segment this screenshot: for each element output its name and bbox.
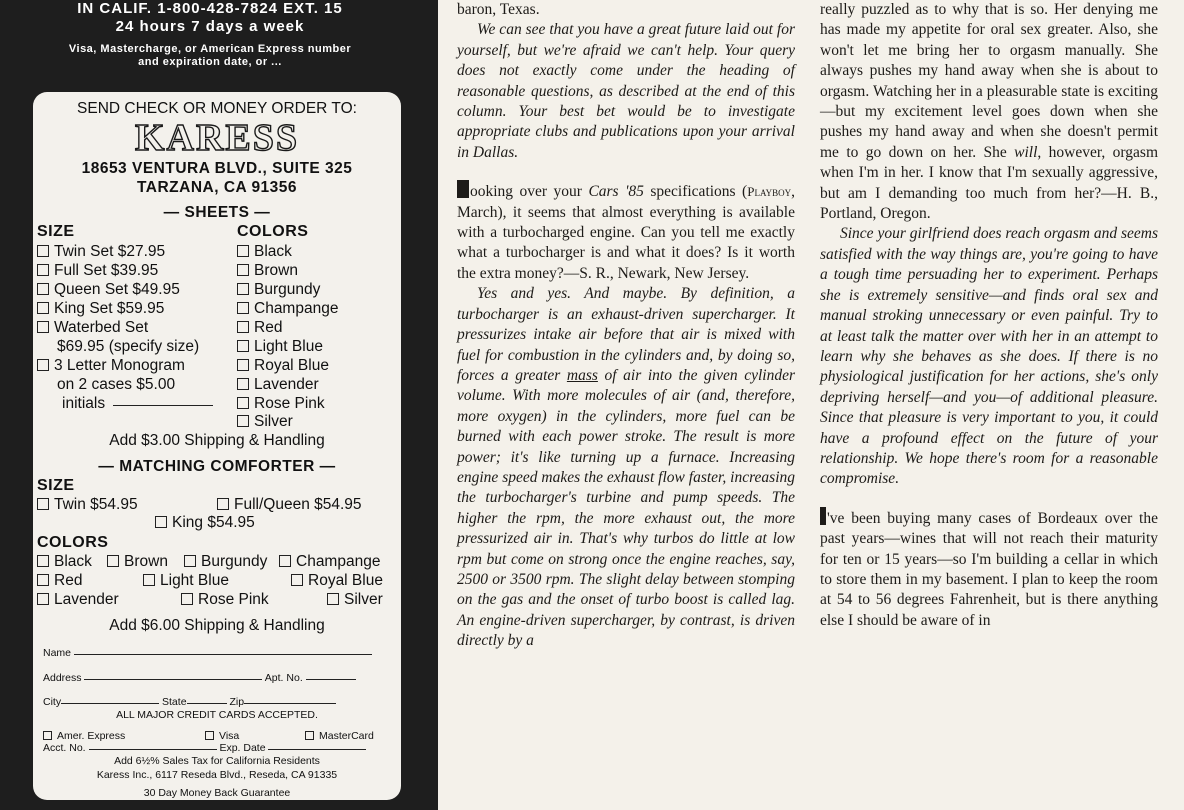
city-line[interactable] bbox=[61, 703, 159, 704]
card-line: Visa, Mastercharge, or American Express number bbox=[68, 43, 352, 55]
sheet-color-option[interactable]: Burgundy bbox=[237, 281, 320, 299]
sheet-color-option[interactable]: Black bbox=[237, 243, 292, 261]
visa-option[interactable]: Visa bbox=[205, 730, 239, 742]
comforter-shipping: Add $6.00 Shipping & Handling bbox=[109, 617, 325, 634]
monogram-note: on 2 cases $5.00 bbox=[57, 376, 176, 393]
checkbox[interactable] bbox=[37, 283, 49, 295]
monogram-option[interactable]: 3 Letter Monogram bbox=[37, 357, 185, 375]
checkbox[interactable] bbox=[237, 359, 249, 371]
state-line[interactable] bbox=[187, 703, 227, 704]
answer-paragraph: Since your girlfriend does reach orgasm and seems satisfied with the way things are, you're going to have a tough time persuading her to experiment. Perhaps she is extremely sensitive—and finds oral sex and manual stroking unnecessary or even painful. Try to at least talk the matter over with her in an attempt to learn why she behaves as she does. If there is no physiological justification for her actions, she's only depriving herself—and you—of additional pleasure. Since that pleasure is very important to you, it could have a profound effect on the future of your relationship. We hope there's room for a reasonable compromise. bbox=[820, 225, 1158, 488]
question-paragraph: ooking over your Cars '85 specifications (Playboy, March), it seems that almost everything is available with a turbocharged engine. Can you tell me exactly what a turbocharger is and what it does? Is it worth the extra money?—S. R., Newark, New Jersey. bbox=[457, 180, 795, 284]
guarantee: 30 Day Money Back Guarantee bbox=[143, 787, 291, 799]
checkbox[interactable] bbox=[279, 555, 291, 567]
order-form bbox=[33, 92, 401, 800]
sheet-color-option[interactable]: Light Blue bbox=[237, 338, 323, 356]
checkbox[interactable] bbox=[305, 731, 314, 740]
comforter-color-option[interactable]: Royal Blue bbox=[291, 572, 383, 590]
article-column-1 bbox=[457, 0, 795, 652]
sheet-size-option[interactable]: Twin Set $27.95 bbox=[37, 243, 165, 261]
checkbox[interactable] bbox=[237, 264, 249, 276]
apt-label: Apt. No. bbox=[264, 672, 303, 684]
checkbox[interactable] bbox=[237, 245, 249, 257]
comforter-color-option[interactable]: Black bbox=[37, 553, 92, 571]
checkbox[interactable] bbox=[155, 516, 167, 528]
checkbox[interactable] bbox=[37, 574, 49, 586]
card-line-2: and expiration date, or ... bbox=[138, 56, 282, 68]
comforter-size-option[interactable]: Twin $54.95 bbox=[37, 496, 138, 514]
checkbox[interactable] bbox=[37, 593, 49, 605]
sheet-shipping: Add $3.00 Shipping & Handling bbox=[109, 432, 325, 449]
checkbox[interactable] bbox=[237, 302, 249, 314]
comforter-colors-heading: COLORS bbox=[37, 534, 109, 551]
address-field[interactable]: Address Apt. No. bbox=[43, 672, 356, 684]
sheet-color-option[interactable]: Champange bbox=[237, 300, 338, 318]
comforter-color-option[interactable]: Rose Pink bbox=[181, 591, 269, 609]
checkbox[interactable] bbox=[43, 731, 52, 740]
credit-cards-note: ALL MAJOR CREDIT CARDS ACCEPTED. bbox=[116, 709, 318, 721]
apt-line[interactable] bbox=[306, 679, 356, 680]
hours-line: 24 hours 7 days a week bbox=[115, 18, 305, 35]
checkbox[interactable] bbox=[205, 731, 214, 740]
question-paragraph: really puzzled as to why that is so. Her denying me has made my appetite for oral sex greater. Also, she won't let me bring her to orgasm manually. She always pushes my hand away when she is about to orgasm. Watching her in a pleasurable state is exciting—but my excitement level goes down when she pushes my hand away and when she doesn't permit me to go down on her. She will, however, orgasm when I'm in her. I know that I'm sexually aggressive, but am I demanding too much from her?—H. B., Portland, Oregon. bbox=[820, 1, 1159, 223]
drop-cap-block bbox=[820, 507, 826, 525]
comforter-color-option[interactable]: Light Blue bbox=[143, 572, 229, 590]
company-address-2: TARZANA, CA 91356 bbox=[136, 179, 298, 196]
checkbox[interactable] bbox=[37, 245, 49, 257]
drop-cap-block bbox=[457, 180, 469, 198]
checkbox[interactable] bbox=[237, 415, 249, 427]
zip-line[interactable] bbox=[244, 703, 336, 704]
sheet-color-option[interactable]: Red bbox=[237, 319, 282, 337]
checkbox[interactable] bbox=[37, 555, 49, 567]
amex-option[interactable]: Amer. Express bbox=[43, 730, 125, 742]
checkbox[interactable] bbox=[237, 283, 249, 295]
checkbox[interactable] bbox=[237, 397, 249, 409]
comforter-color-option[interactable]: Burgundy bbox=[184, 553, 267, 571]
article-column-2 bbox=[820, 0, 1158, 631]
comforter-size-option[interactable]: King $54.95 bbox=[155, 514, 255, 532]
answer-paragraph: Yes and yes. And maybe. By definition, a turbocharger is an exhaust-driven supercharger. It pressurizes intake air before that air is mixed with fuel for combustion in the cylinders and, by doing so, forces a greater mass of air into the given cylinder volume. With more molecules of air (and, therefore, more oxygen) in the cylinders, more fuel can be burned with each power stroke. The result is more power; it's like turning up a furnace. Increasing engine speed makes the exhaust flow faster, increasing the turbocharger's turbine and pump speeds. The higher the rpm, the more exhaust out, the more pressurized air in. That's why turbos do little at low rpm but come on strong once the engine reaches, say, 2500 or 3500 rpm. The slight delay between stomping on the gas and the onset of turbo boost is called lag. An engine-driven supercharger, by contrast, is driven directly by a bbox=[457, 285, 796, 650]
sheet-color-option[interactable]: Royal Blue bbox=[237, 357, 329, 375]
city-state-zip[interactable]: City State Zip bbox=[43, 696, 336, 708]
company-address-1: 18653 VENTURA BLVD., SUITE 325 bbox=[81, 160, 353, 177]
comforter-color-option[interactable]: Red bbox=[37, 572, 82, 590]
acct-line[interactable] bbox=[89, 749, 217, 750]
paragraph: baron, Texas. bbox=[457, 1, 540, 18]
checkbox[interactable] bbox=[37, 264, 49, 276]
question-paragraph: 've been buying many cases of Bordeaux over the past years—wines that will not reach their maturity for ten or 15 years—so I'm building a cellar in which to store them in my basement. I plan to keep the room at 54 to 56 degrees Fahrenheit, but is there anything else I should be aware of in bbox=[820, 507, 1158, 631]
comforter-heading: — MATCHING COMFORTER — bbox=[98, 458, 336, 475]
sheet-size-option[interactable]: Full Set $39.95 bbox=[37, 262, 158, 280]
account-field[interactable]: Acct. No. Exp. Date bbox=[43, 742, 366, 754]
phone-line: IN CALIF. 1-800-428-7824 EXT. 15 bbox=[77, 0, 343, 17]
comforter-size-option[interactable]: Full/Queen $54.95 bbox=[217, 496, 362, 514]
sheet-color-option[interactable]: Silver bbox=[237, 413, 293, 431]
comforter-color-option[interactable]: Lavender bbox=[37, 591, 119, 609]
name-field[interactable]: Name bbox=[43, 647, 372, 659]
comforter-size-heading: SIZE bbox=[37, 477, 75, 494]
answer-paragraph: We can see that you have a great future laid out for yourself, but we're afraid we can't help. Your query does not exactly come under the heading of reasonable questions, as described at the end of this column. Your best bet would be to investigate appropriate clubs and publications upon your arrival in Dallas. bbox=[457, 21, 795, 161]
sheet-size-option[interactable]: Queen Set $49.95 bbox=[37, 281, 180, 299]
checkbox[interactable] bbox=[291, 574, 303, 586]
comforter-color-option[interactable]: Brown bbox=[107, 553, 168, 571]
colors-heading: COLORS bbox=[237, 223, 309, 240]
sheet-size-option[interactable]: Waterbed Set bbox=[37, 319, 148, 337]
exp-line[interactable] bbox=[268, 749, 366, 750]
karess-advertisement bbox=[0, 0, 438, 810]
initials-field[interactable]: initials bbox=[62, 395, 213, 413]
sheet-color-option[interactable]: Brown bbox=[237, 262, 298, 280]
company-info: Karess Inc., 6117 Reseda Blvd., Reseda, CA 91335 bbox=[96, 769, 338, 781]
checkbox[interactable] bbox=[37, 302, 49, 314]
brand-logo: KARESS bbox=[134, 117, 300, 159]
send-to-heading: SEND CHECK OR MONEY ORDER TO: bbox=[77, 100, 357, 117]
checkbox[interactable] bbox=[237, 321, 249, 333]
initials-line[interactable] bbox=[113, 405, 213, 406]
name-line[interactable] bbox=[74, 654, 372, 655]
checkbox[interactable] bbox=[237, 340, 249, 352]
checkbox[interactable] bbox=[237, 378, 249, 390]
checkbox[interactable] bbox=[184, 555, 196, 567]
checkbox[interactable] bbox=[107, 555, 119, 567]
checkbox[interactable] bbox=[37, 321, 49, 333]
sheet-size-option[interactable]: King Set $59.95 bbox=[37, 300, 164, 318]
sheets-heading: — SHEETS — bbox=[163, 204, 271, 221]
size-heading: SIZE bbox=[37, 223, 75, 240]
checkbox[interactable] bbox=[143, 574, 155, 586]
checkbox[interactable] bbox=[37, 498, 49, 510]
checkbox[interactable] bbox=[327, 593, 339, 605]
sheet-color-option[interactable]: Lavender bbox=[237, 376, 319, 394]
checkbox[interactable] bbox=[217, 498, 229, 510]
comforter-color-option[interactable]: Silver bbox=[327, 591, 383, 609]
checkbox[interactable] bbox=[37, 359, 49, 371]
address-line[interactable] bbox=[84, 679, 262, 680]
sheet-color-option[interactable]: Rose Pink bbox=[237, 395, 325, 413]
comforter-color-option[interactable]: Champange bbox=[279, 553, 380, 571]
checkbox[interactable] bbox=[181, 593, 193, 605]
sales-tax-note: Add 6½% Sales Tax for California Residents bbox=[114, 755, 320, 767]
mastercard-option[interactable]: MasterCard bbox=[305, 730, 374, 742]
waterbed-note: $69.95 (specify size) bbox=[57, 338, 200, 355]
